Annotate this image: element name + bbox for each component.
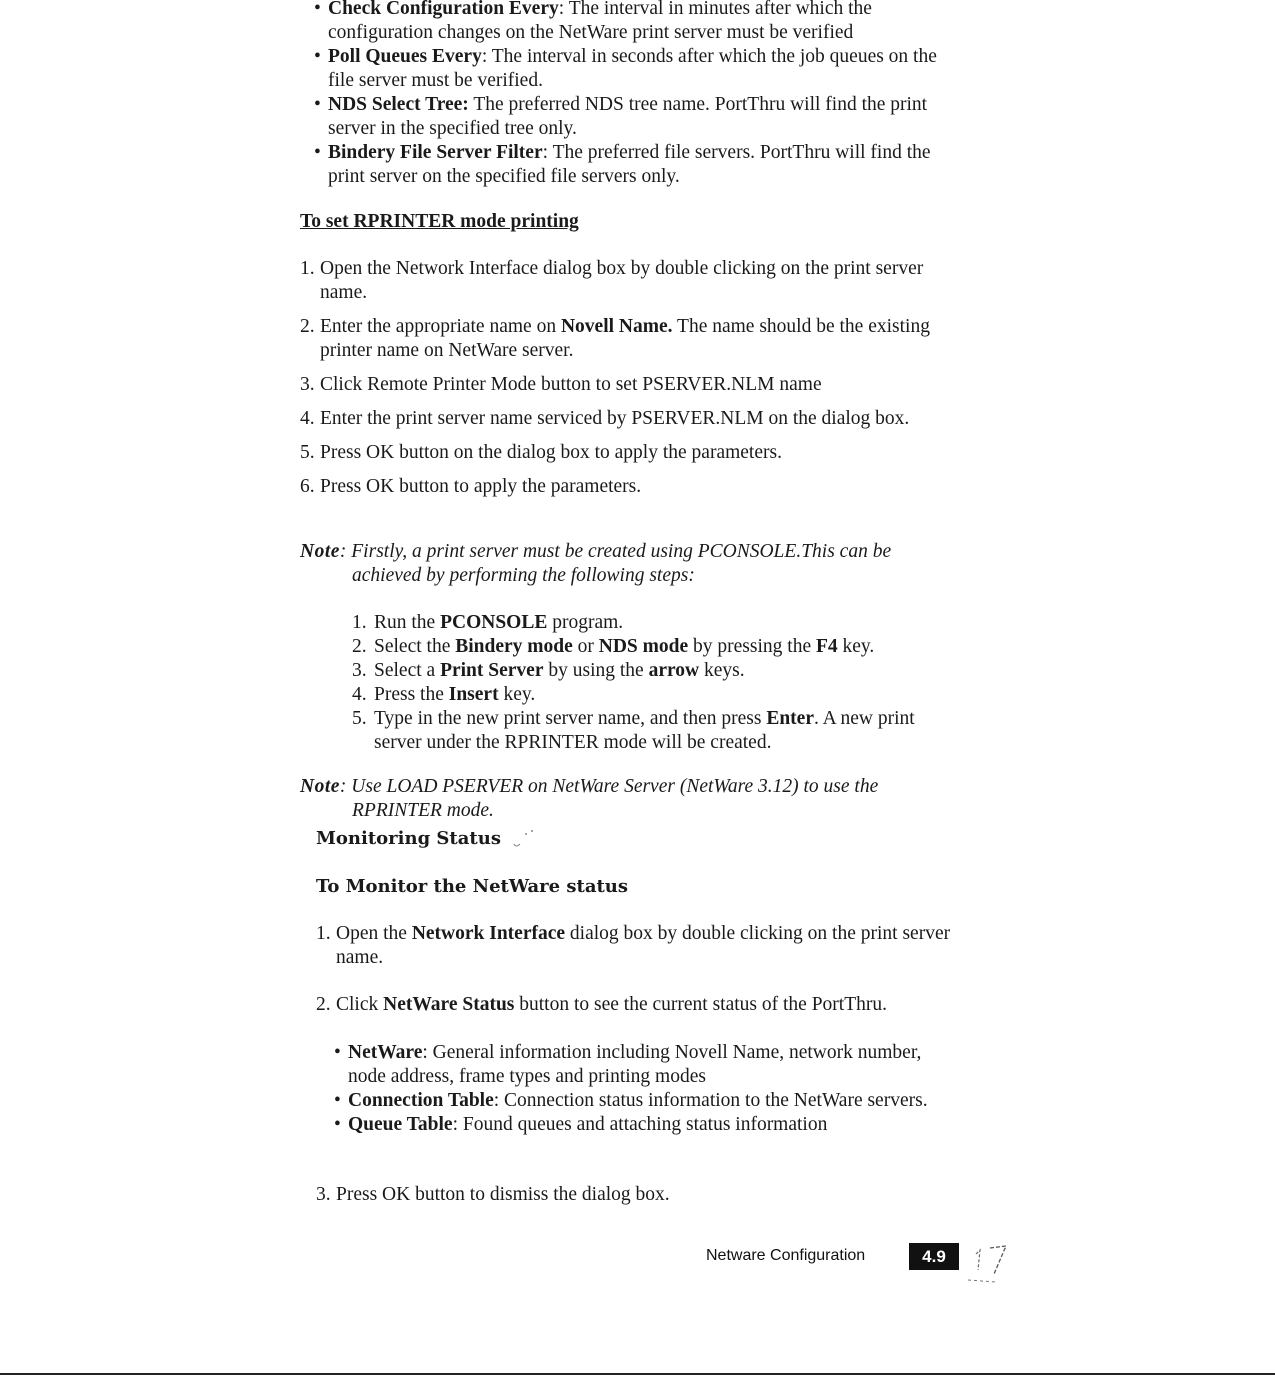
list-item: 2. Select the Bindery mode or NDS mode by pressing the F4 key.	[352, 636, 875, 657]
note-load-pserver: Note: Use LOAD PSERVER on NetWare Server (NetWare 3.12) to use the RPRINTER mode.	[300, 776, 879, 821]
setting-description: The interval in seconds after which the job queues on the file server must be verified.	[328, 46, 937, 91]
rprinter-steps	[300, 257, 950, 509]
list-item	[314, 93, 964, 141]
section-heading-rprinter: To set RPRINTER mode printing	[300, 211, 579, 232]
note-pconsole: Note: Firstly, a print server must be created using PCONSOLE.This can be achieved by performing the following steps:	[300, 541, 892, 586]
setting-description: The preferred NDS tree name. PortThru will find the print server in the specified tree only.	[328, 94, 928, 139]
list-item: 5. Press OK button on the dialog box to apply the parameters.	[300, 442, 782, 463]
list-item: 4. Press the Insert key.	[352, 684, 536, 705]
list-item: • Poll Queues Every: The interval in seconds after which the job queues on the file server must be verified.	[314, 46, 937, 91]
setting-label: NDS Select Tree:	[328, 94, 469, 115]
status-bullet-list	[334, 1041, 964, 1137]
list-item: 5. Type in the new print server name, and then press Enter. A new print server under the RPRINTER mode will be created.	[352, 708, 915, 753]
pconsole-steps	[352, 611, 952, 755]
list-item: 3. Press OK button to dismiss the dialog box.	[316, 1184, 670, 1205]
list-item: 3. Select a Print Server by using the arrow keys.	[352, 660, 745, 681]
handwritten-page-mark-icon	[962, 1240, 1022, 1295]
list-item: • Connection Table: Connection status information to the NetWare servers.	[334, 1090, 928, 1111]
list-item: • Bindery File Server Filter: The preferred file servers. PortThru will find the print server on the specified file servers only.	[314, 142, 931, 187]
setting-label: Poll Queues Every	[328, 46, 482, 67]
list-item: 2. Enter the appropriate name on Novell Name. The name should be the existing printer name on NetWare server.	[300, 316, 930, 361]
list-item: 1. Run the PCONSOLE program.	[352, 612, 624, 633]
list-item: 3. Click Remote Printer Mode button to set PSERVER.NLM name	[300, 374, 822, 395]
bullet-dot: •	[314, 94, 321, 115]
monitor-steps	[316, 922, 966, 1040]
setting-description: The preferred file servers. PortThru will find the print server on the specified file servers only.	[328, 142, 931, 187]
subsection-heading: To Monitor the NetWare status	[316, 876, 629, 897]
note-label: Note	[300, 776, 340, 797]
bullet-dot: •	[334, 1042, 341, 1063]
list-item: 4. Enter the print server name serviced by PSERVER.NLM on the dialog box.	[300, 408, 910, 429]
setting-label: Check Configuration Every	[328, 0, 559, 19]
list-item: • NetWare: General information including Novell Name, network number, node address, frame types and printing modes	[334, 1042, 922, 1087]
note-label: Note	[300, 541, 340, 562]
list-item: 1. Open the Network Interface dialog box by double clicking on the print server name.	[316, 923, 951, 968]
list-item: 1. Open the Network Interface dialog box by double clicking on the print server name.	[300, 258, 924, 303]
page-bottom-rule	[0, 1373, 1275, 1375]
bullet-dot: •	[334, 1090, 341, 1111]
list-item: 6. Press OK button to apply the parameters.	[300, 476, 642, 497]
list-item: • Queue Table: Found queues and attaching status information	[334, 1114, 828, 1135]
bullet-dot: •	[314, 0, 321, 19]
list-item: • Check Configuration Every: The interval in minutes after which the configuration changes on the NetWare print server must be verified	[314, 0, 964, 45]
list-item: 2. Click NetWare Status button to see the current status of the PortThru.	[316, 994, 887, 1015]
page-number-badge: 4.9	[909, 1243, 959, 1270]
setting-label: Bindery File Server Filter	[328, 142, 543, 163]
footer-section-title: Netware Configuration	[706, 1247, 866, 1264]
scan-smudge-icon	[510, 828, 536, 859]
bullet-dot: •	[314, 46, 321, 67]
bullet-dot: •	[334, 1114, 341, 1135]
setting-description: The interval in minutes after which the configuration changes on the NetWare print server must be verified	[328, 0, 872, 43]
section-heading-monitoring: Monitoring Status	[316, 828, 501, 849]
bullet-dot: •	[314, 142, 321, 163]
settings-bullet-list	[314, 0, 964, 189]
